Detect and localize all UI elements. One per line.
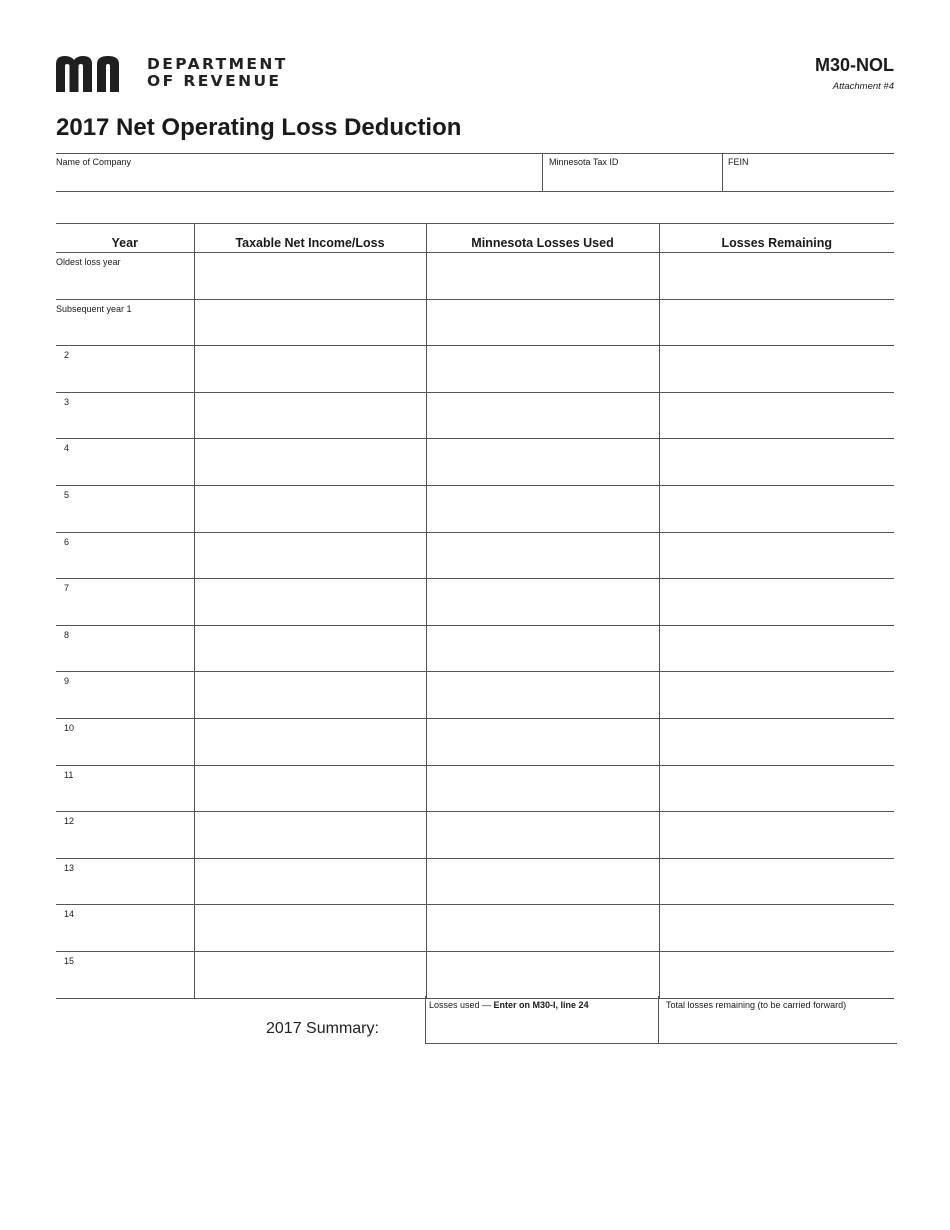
- taxable-income-cell[interactable]: [194, 905, 426, 952]
- taxable-income-cell[interactable]: [194, 299, 426, 346]
- losses-remaining-cell[interactable]: [659, 625, 894, 672]
- table-row: [56, 485, 894, 532]
- taxable-income-cell[interactable]: [194, 253, 426, 300]
- department-logo: [56, 56, 296, 92]
- losses-used-cell[interactable]: [426, 718, 659, 765]
- fein-field[interactable]: [722, 154, 894, 191]
- losses-remaining-cell[interactable]: [659, 765, 894, 812]
- losses-used-cell[interactable]: [426, 253, 659, 300]
- taxable-income-cell[interactable]: [194, 485, 426, 532]
- company-name-label: Name of Company: [56, 157, 132, 167]
- table-row: [56, 812, 894, 859]
- year-cell: 8: [56, 625, 194, 672]
- losses-remaining-cell[interactable]: [659, 346, 894, 393]
- losses-used-cell[interactable]: [426, 905, 659, 952]
- year-cell: 15: [56, 951, 194, 998]
- year-cell: 2: [56, 346, 194, 393]
- taxable-income-cell[interactable]: [194, 346, 426, 393]
- table-row: [56, 579, 894, 626]
- year-cell: 9: [56, 672, 194, 719]
- losses-remaining-cell[interactable]: [659, 718, 894, 765]
- col-taxable-income-header: Taxable Net Income/Loss: [194, 224, 426, 253]
- table-row: [56, 392, 894, 439]
- nol-table: [56, 223, 894, 999]
- losses-used-cell[interactable]: [426, 765, 659, 812]
- losses-remaining-cell[interactable]: [659, 579, 894, 626]
- taxable-income-cell[interactable]: [194, 858, 426, 905]
- losses-remaining-cell[interactable]: [659, 439, 894, 486]
- summary-section: [56, 996, 897, 1044]
- taxable-income-cell[interactable]: [194, 812, 426, 859]
- losses-remaining-cell[interactable]: [659, 532, 894, 579]
- table-row: [56, 532, 894, 579]
- taxable-income-cell[interactable]: [194, 532, 426, 579]
- losses-remaining-cell[interactable]: [659, 672, 894, 719]
- table-header-row: [56, 224, 894, 253]
- total-remaining-field[interactable]: [658, 996, 897, 1044]
- losses-remaining-cell[interactable]: [659, 905, 894, 952]
- agency-line-1: DEPARTMENT: [147, 55, 288, 73]
- year-cell: 13: [56, 858, 194, 905]
- year-cell: 6: [56, 532, 194, 579]
- tax-id-field[interactable]: [542, 154, 722, 191]
- year-cell: 14: [56, 905, 194, 952]
- losses-remaining-cell[interactable]: [659, 253, 894, 300]
- col-year-header: Year: [56, 224, 194, 253]
- losses-used-cell[interactable]: [426, 532, 659, 579]
- taxable-income-cell[interactable]: [194, 951, 426, 998]
- losses-remaining-cell[interactable]: [659, 392, 894, 439]
- losses-used-total-field[interactable]: [425, 996, 658, 1044]
- losses-remaining-cell[interactable]: [659, 858, 894, 905]
- losses-used-cell[interactable]: [426, 672, 659, 719]
- losses-remaining-cell[interactable]: [659, 951, 894, 998]
- taxable-income-cell[interactable]: [194, 392, 426, 439]
- year-cell: 10: [56, 718, 194, 765]
- identification-fields: [56, 153, 894, 192]
- year-cell: 12: [56, 812, 194, 859]
- year-cell: 5: [56, 485, 194, 532]
- taxable-income-cell[interactable]: [194, 625, 426, 672]
- fein-label: FEIN: [728, 157, 749, 167]
- taxable-income-cell[interactable]: [194, 579, 426, 626]
- losses-used-cell[interactable]: [426, 625, 659, 672]
- losses-used-label: Losses used —: [429, 1000, 494, 1010]
- form-id: M30-NOL: [814, 55, 894, 75]
- losses-used-cell[interactable]: [426, 485, 659, 532]
- losses-remaining-cell[interactable]: [659, 812, 894, 859]
- year-cell: 11: [56, 765, 194, 812]
- losses-used-cell[interactable]: [426, 439, 659, 486]
- company-name-field[interactable]: [56, 154, 542, 191]
- losses-used-cell[interactable]: [426, 858, 659, 905]
- table-row: [56, 439, 894, 486]
- taxable-income-cell[interactable]: [194, 765, 426, 812]
- losses-used-cell[interactable]: [426, 812, 659, 859]
- table-row: [56, 905, 894, 952]
- page-title: 2017 Net Operating Loss Deduction: [56, 114, 462, 141]
- table-row: [56, 951, 894, 998]
- table-row: [56, 299, 894, 346]
- mn-logo-icon: [56, 56, 136, 92]
- taxable-income-cell[interactable]: [194, 718, 426, 765]
- agency-line-2: OF REVENUE: [147, 72, 282, 90]
- col-losses-remaining-header: Losses Remaining: [659, 224, 894, 253]
- tax-id-label: Minnesota Tax ID: [549, 157, 619, 167]
- summary-label: 2017 Summary:: [266, 1020, 379, 1037]
- losses-used-cell[interactable]: [426, 299, 659, 346]
- table-row: [56, 858, 894, 905]
- taxable-income-cell[interactable]: [194, 672, 426, 719]
- year-cell: Oldest loss year: [56, 253, 194, 300]
- table-row: [56, 718, 894, 765]
- year-cell: Subsequent year 1: [56, 299, 194, 346]
- attachment-number: Attachment #4: [832, 81, 894, 92]
- year-cell: 7: [56, 579, 194, 626]
- total-remaining-label: Total losses remaining (to be carried forward): [666, 1000, 847, 1010]
- losses-used-cell[interactable]: [426, 392, 659, 439]
- table-row: [56, 253, 894, 300]
- losses-used-cell[interactable]: [426, 951, 659, 998]
- losses-used-cell[interactable]: [426, 579, 659, 626]
- year-cell: 3: [56, 392, 194, 439]
- taxable-income-cell[interactable]: [194, 439, 426, 486]
- losses-remaining-cell[interactable]: [659, 485, 894, 532]
- table-row: [56, 346, 894, 393]
- table-row: [56, 625, 894, 672]
- losses-used-instruction: Enter on M30-I, line 24: [493, 1000, 589, 1010]
- losses-used-cell[interactable]: [426, 346, 659, 393]
- table-row: [56, 672, 894, 719]
- agency-name: [147, 56, 288, 90]
- losses-remaining-cell[interactable]: [659, 299, 894, 346]
- table-row: [56, 765, 894, 812]
- col-losses-used-header: Minnesota Losses Used: [426, 224, 659, 253]
- year-cell: 4: [56, 439, 194, 486]
